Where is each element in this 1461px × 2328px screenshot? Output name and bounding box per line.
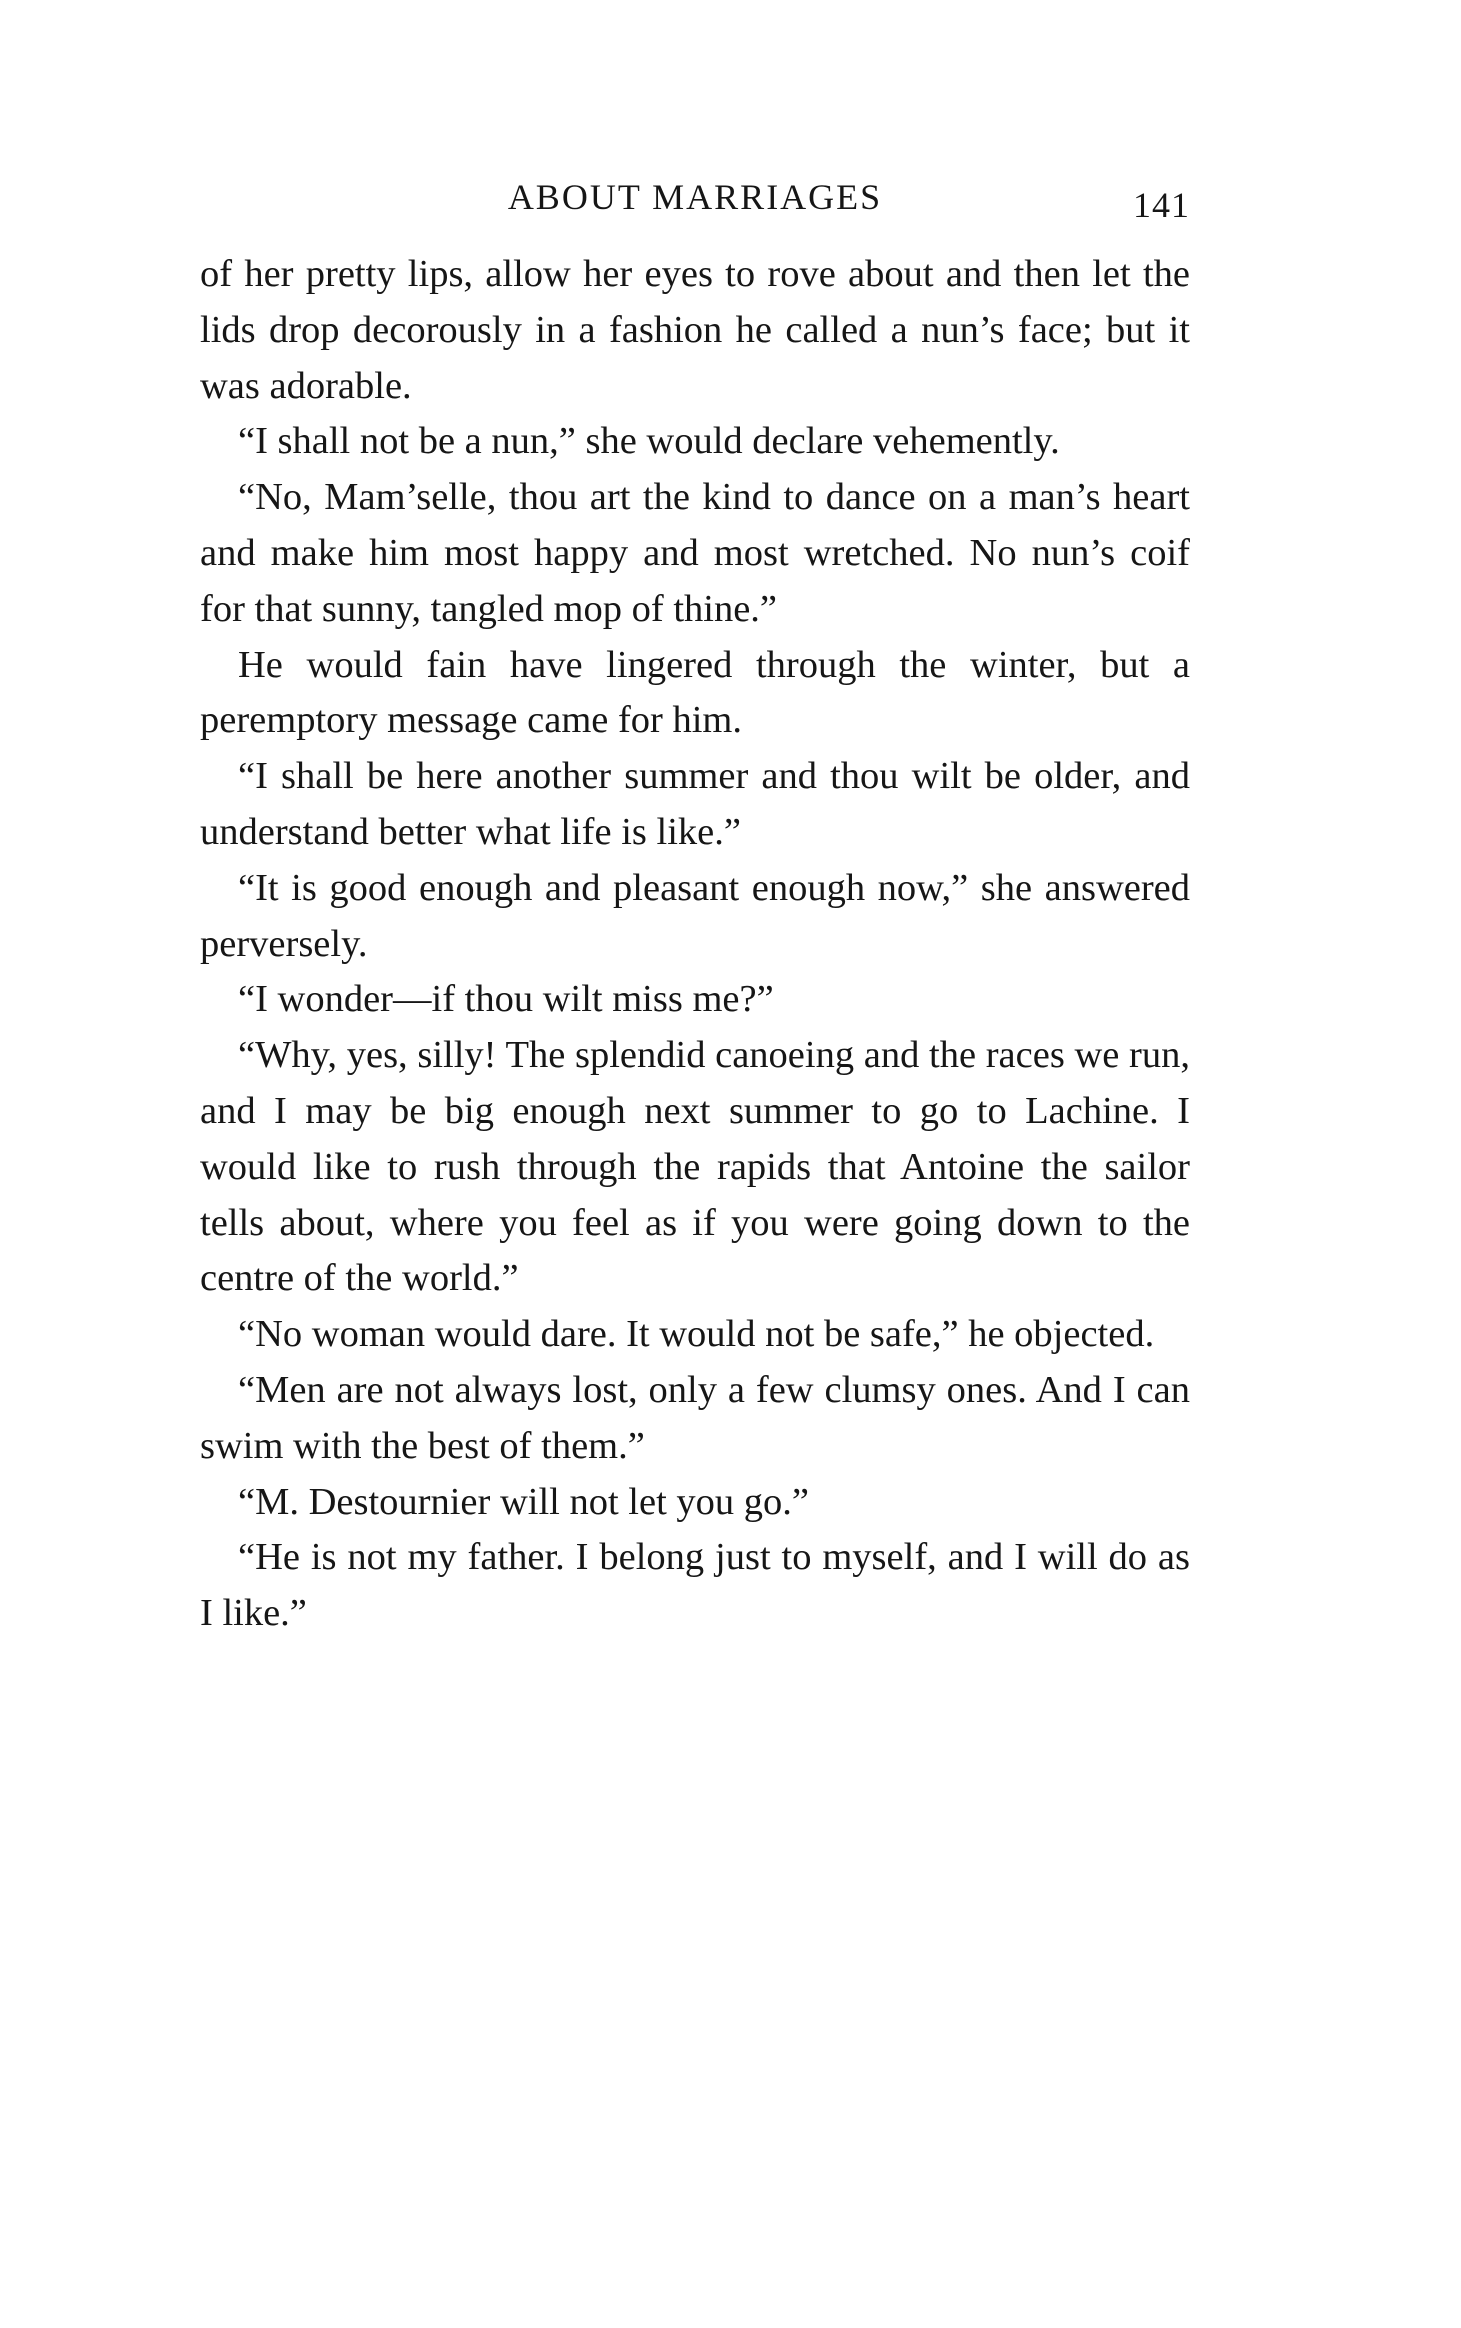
paragraph: “No, Mam’selle, thou art the kind to dance on a man’s heart and make him most happy and most wretched. No nun’s coif for that sunny, tangled mop of thine.” [200, 476, 1190, 630]
paragraph: “No woman would dare. It would not be safe,” he objected. [238, 1313, 1155, 1356]
paragraph: “I shall be here another summer and thou wilt be older, and understand better what life is like.” [200, 755, 1190, 853]
paragraph: of her pretty lips, allow her eyes to rove about and then let the lids drop decorously in a fashion he called a nun’s face; but it was adorable. [200, 253, 1190, 407]
body-text [200, 247, 1190, 1642]
running-head [200, 170, 1190, 230]
paragraph: “I shall not be a nun,” she would declare vehemently. [238, 420, 1060, 463]
running-title: ABOUT MARRIAGES [507, 177, 883, 217]
page-number: 141 [1133, 185, 1190, 225]
paragraph: “Why, yes, silly! The splendid canoeing and the races we run, and I may be big enough next summer to go to Lachine. I would like to rush through the rapids that Antoine the sailor tells about, where you feel as if you were going down to the centre of the world.” [200, 1034, 1190, 1300]
paragraph: “M. Destournier will not let you go.” [238, 1480, 809, 1523]
paragraph: He would fain have lingered through the winter, but a peremptory message came for him. [200, 643, 1190, 742]
paragraph: “I wonder—if thou wilt miss me?” [238, 978, 774, 1021]
paragraph: “Men are not always lost, only a few clumsy ones. And I can swim with the best of them.” [200, 1368, 1190, 1467]
paragraph: “He is not my father. I belong just to myself, and I will do as I like.” [200, 1536, 1190, 1635]
paragraph: “It is good enough and pleasant enough now,” she answered perversely. [200, 866, 1190, 965]
